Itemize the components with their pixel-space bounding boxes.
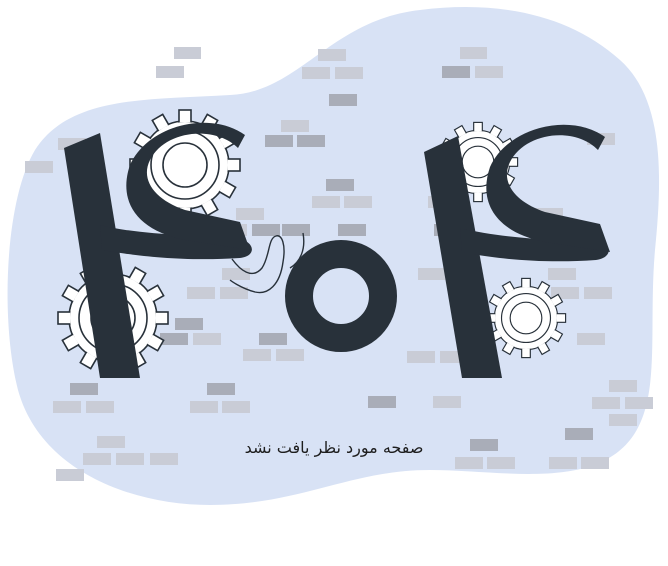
error-message: صفحه مورد نظر یافت نشد [244,438,424,457]
